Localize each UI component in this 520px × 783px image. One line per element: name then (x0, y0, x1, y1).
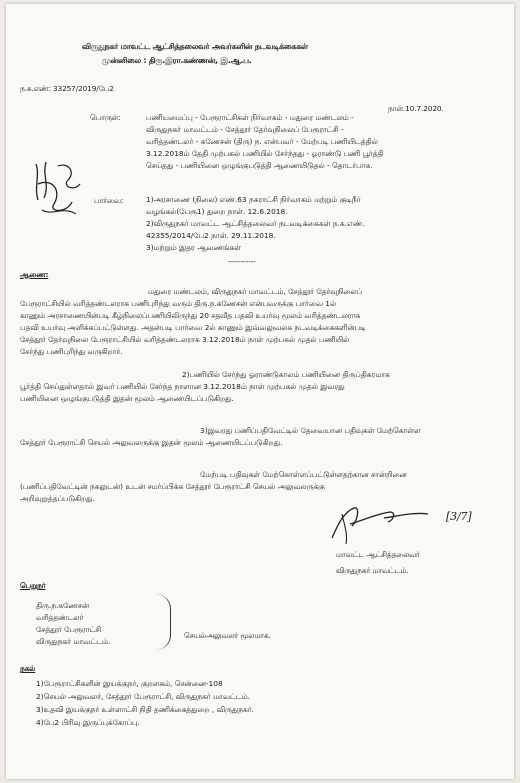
subject-line: பணியமைப்பு - பேரூராட்சிகள் நிர்வாகம் - மதுரை மண்டலம் - (146, 113, 354, 122)
paragraph-line: பதவி உயர்வு அளிக்கப்பட்டுள்ளது. அதன்படி பார்வை 2ல் காணும் இவ்வலுவலக நடவடிக்கைகளின்படி (20, 323, 366, 332)
paragraph-line: மதுரை மண்டலம், விருதுநகர் மாவட்டம், சேத்தூர் தேர்வுநிலைப் (148, 287, 363, 296)
recipient-line: வரித்தண்டலர் (36, 613, 84, 622)
subject-line: செய்தது - பணியினை ஒழுங்குபடுத்தி ஆணையிடுதல் - தொடர்பாக. (146, 161, 373, 170)
presence-line: முன்னிலை : திரு.இரா.கண்ணன், இ.ஆ.ப. (102, 56, 252, 65)
signatory-district: விருதுநகர் மாவட்டம். (336, 566, 409, 575)
paragraph-line: 2)பணியில் சேர்ந்து ஓராண்டுகாலம் பணியினை திருப்திகரமாக (182, 370, 390, 379)
signatory-designation: மாவட்ட ஆட்சித்தலைவர் (336, 550, 420, 559)
copy-line: 3)உதவி இயக்குநர் உள்ளாட்சி நிதி தணிக்கைத்துறை , விருதுநகர். (36, 705, 254, 714)
references-label: பார்வை: (94, 196, 124, 205)
signature-date-note: [3/7] (446, 510, 472, 523)
reference-line: 3)மற்றும் இதர ஆவணங்கள் (146, 243, 241, 252)
order-paragraph-3 (20, 425, 421, 449)
copies-list (36, 677, 254, 729)
order-heading: ஆணை: (20, 270, 49, 279)
reference-line: வழங்கல்(பேரூ1) துறை நாள். 12.6.2018. (146, 207, 288, 216)
copy-line: 4)பே2 பிரிவு இருப்புக்கோப்பு. (36, 718, 140, 727)
order-paragraph-2 (20, 369, 390, 405)
recipient-label: பெறுநர் (20, 581, 46, 590)
reference-line: 2)விருதுநகர் மாவட்ட ஆட்சித்தலைவர் நடவடிக்கைகள் ந.க.எண். (146, 219, 365, 228)
document-page (6, 4, 514, 779)
recipient-address (36, 600, 110, 648)
paragraph-line: அறிவுறுத்தப்படுகிறது. (20, 494, 95, 503)
paragraph-line: பூர்த்தி செய்துள்ளதால் இவர் பணியில் சேர்ந்த நாளான 3.12.2018ம் நாள் முற்பகல் முதல் இவரது (20, 382, 345, 391)
subject-label: பொருள்: (90, 113, 121, 122)
copies-label: நகல் (20, 664, 36, 673)
copy-line: 1)பேரூராட்சிகளின் இயக்குநர், குறளகம், சென்னை-108 (36, 679, 223, 688)
references-rule: ----------- (228, 257, 256, 266)
references-block (146, 194, 364, 254)
paragraph-line: சேர்ந்து பணிபுரிந்து வருகிறார். (20, 347, 123, 356)
margin-initials-signature (28, 154, 88, 224)
paragraph-line: (பணிப்பதிவேட்டின் நகலுடன்) உடன் சமர்ப்பிக்க சேத்தூர் பேரூராட்சி செயல் அலுவலருக்கு (20, 482, 325, 491)
paragraph-line: 3)இவரது பணிப்பதிவேட்டில் தேவையான பதிவுகள் மேற்கொள்ள (200, 426, 421, 435)
order-date: நாள்.10.7.2020. (388, 104, 444, 113)
paragraph-line: சேத்தூர் பேரூராட்சி செயல் அலுவலருக்கு இதன் மூலம் ஆணையிடப்படுகிறது. (20, 438, 283, 447)
reference-line: 42355/2014/பே2 நாள். 29.11.2018. (146, 231, 276, 240)
subject-line: வரித்தண்டலர் - கணேசன் (திரு) ந. என்பவர் - மேற்படி பணியிடத்தில் (146, 137, 378, 146)
paragraph-line: சேத்தூர் தேர்வுநிலை பேரூராட்சியில் வரித்தண்டலராக 3.12.2018ம் நாள் முற்பகல் முதல் பணியில் (20, 335, 350, 344)
paragraph-line: பேரூராட்சியில் வரித்தண்டலராக பணிபுரிந்து வரும் திரு.ந.கணேசன் என்பவருக்கு பார்வை 1ல் (20, 299, 337, 308)
subject-line: விருதுநகர் மாவட்டம் - சேத்தூர் தேர்வுநிலைப் பேரூராட்சி - (146, 125, 344, 134)
subject-line: 3.12.2018ம் தேதி முற்பகல் பணியில் சேர்ந்தது - ஓராண்டு பணி பூர்த்தி (146, 149, 384, 158)
recipient-line: திரு.ந.கணேசன் (36, 601, 89, 610)
order-paragraph-1 (20, 286, 366, 358)
address-bracket (156, 594, 171, 650)
collector-signature (324, 494, 442, 548)
subject-block (146, 112, 383, 172)
paragraph-line: மேற்படி பதிவுகள் மேற்கொள்ளப்பட்டுள்ளதற்கான சான்றினை (200, 470, 407, 479)
paragraph-line: பணியினை ஒழுங்குபடுத்தி இதன் மூலம் ஆணையிடப்படுகிறது. (20, 394, 234, 403)
copy-line: 2)செயல் அலுவலர், சேத்தூர் பேரூராட்சி, விருதுநகர் மாவட்டம். (36, 692, 251, 701)
reference-number: ந.க.எண்: 33257/2019/பே2 (20, 84, 114, 93)
recipient-line: விருதுநகர் மாவட்டம். (36, 637, 111, 646)
recipient-via: செயல்அலுவலர் மூலமாக. (184, 631, 271, 640)
reference-line: 1)அரசாணை (நிலை) எண்.63 நகராட்சி நிர்வாகம் மற்றும் குடிநீர் (146, 195, 361, 204)
recipient-line: சேத்தூர் பேரூராட்சி (36, 625, 102, 634)
office-heading: விருதுநகர் மாவட்ட ஆட்சித்தலைவர் அவர்களின் நடவடிக்கைகள் (82, 42, 308, 51)
paragraph-line: காணும் அரசாணையின்படி கீழ்நிலைப்பணியிலிருந்து 20 சதவீத பதவி உயர்வு மூலம் வரித்தண்டலராக (20, 311, 361, 320)
